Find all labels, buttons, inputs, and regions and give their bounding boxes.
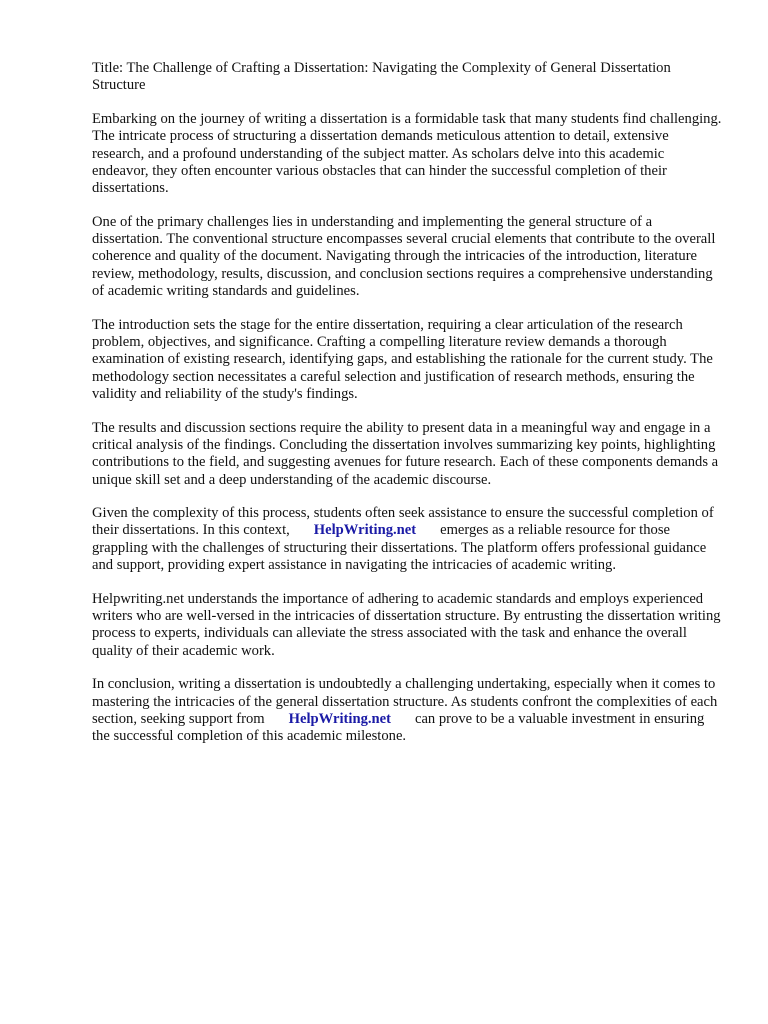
paragraph-intro: Embarking on the journey of writing a dissertation is a formidable task that many students find challenging. The intricate process of structuring a dissertation demands meticulous attention to detail, extensive research, and a profound understanding of the subject matter. As scholars delve into this academic endeavor, they often encounter various obstacles that can hinder the successful completion of their dissertations.	[92, 110, 722, 197]
paragraph-conclusion	[92, 676, 724, 745]
paragraph-assistance	[92, 505, 724, 574]
document-title: Title: The Challenge of Crafting a Dissertation: Navigating the Complexity of General Dissertation Structure	[92, 60, 671, 94]
paragraph-assistance-text-after: emerges as a reliable resource for those grappling with the challenges of structuring their dissertations. The platform offers professional guidance and support, providing expert assistance in navigating the intricacies of academic writing.	[92, 522, 707, 574]
paragraph-helpwriting: Helpwriting.net understands the importance of adhering to academic standards and employs experienced writers who are well-versed in the intricacies of dissertation structure. By entrusting the dissertation writing process to experts, individuals can alleviate the stress associated with the task and enhance the overall quality of their academic work.	[92, 590, 721, 659]
paragraph-structure-challenges: One of the primary challenges lies in understanding and implementing the general structure of a dissertation. The conventional structure encompasses several crucial elements that contribute to the overall coherence and quality of the document. Navigating through the intricacies of the introduction, literature review, methodology, results, discussion, and conclusion sections requires a comprehensive understanding of academic writing standards and guidelines.	[92, 213, 716, 300]
paragraph-assistance-text-before: Given the complexity of this process, students often seek assistance to ensure the successful completion of their dissertations. In this context,	[92, 505, 714, 539]
paragraph-sections-overview: The introduction sets the stage for the entire dissertation, requiring a clear articulation of the research problem, objectives, and significance. Crafting a compelling literature review demands a thorough examination of existing research, identifying gaps, and establishing the rationale for the current study. The methodology section necessitates a careful selection and justification of research methods, ensuring the validity and reliability of the study's findings.	[92, 316, 713, 402]
paragraph-results-discussion: The results and discussion sections require the ability to present data in a meaningful way and engage in a critical analysis of the findings. Concluding the dissertation involves summarizing key points, highlighting contributions to the field, and suggesting avenues for future research. Each of these components demands a unique skill set and a deep understanding of the academic discourse.	[92, 419, 719, 488]
helpwriting-link[interactable]: HelpWriting.net	[313, 522, 417, 539]
helpwriting-link-conclusion[interactable]: HelpWriting.net	[288, 710, 391, 727]
paragraph-conclusion-text-after: can prove to be a valuable investment in ensuring the successful completion of this academic milestone.	[92, 710, 705, 745]
document-page	[92, 60, 724, 762]
paragraph-conclusion-text-before: In conclusion, writing a dissertation is undoubtedly a challenging undertaking, especially when it comes to mastering the intricacies of the general dissertation structure. As students confront the complexities of each section, seeking support from	[92, 676, 718, 727]
